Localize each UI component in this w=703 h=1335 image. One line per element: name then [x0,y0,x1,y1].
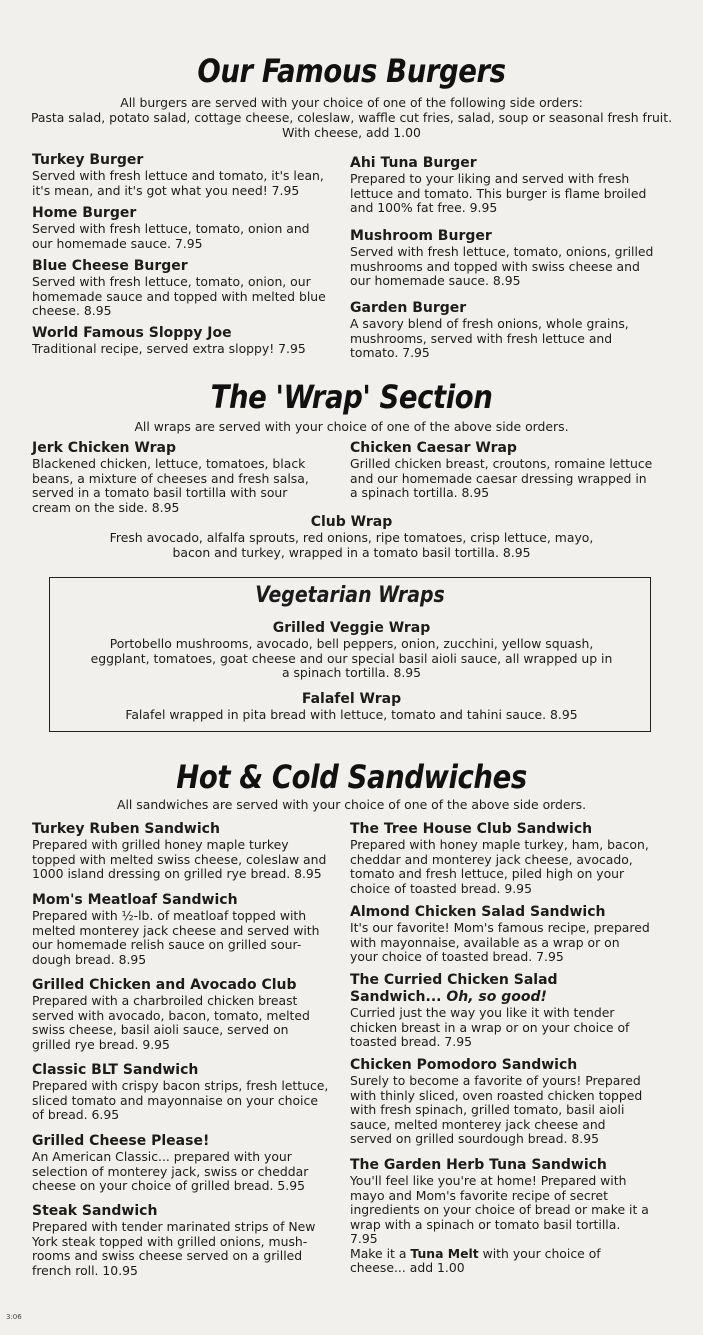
item-desc: Blackened chicken, lettuce, tomatoes, black beans, a mixture of cheeses and fresh salsa, served in a tomato basil tortilla with sour cream on the side. 8.95 [32,456,309,515]
item-desc: Fresh avocado, alfalfa sprouts, red onions, ripe tomatoes, crisp lettuce, mayo, bacon and turkey, wrapped in a tomato basil tortilla. 8.95 [109,530,594,560]
item-name: Grilled Veggie Wrap [272,620,431,636]
item-name: Chicken Pomodoro Sandwich [350,1057,578,1073]
menu-item [32,325,332,357]
item-name: Almond Chicken Salad Sandwich [350,904,606,920]
item-name: Grilled Chicken and Avocado Club [32,977,297,993]
menu-item [350,300,655,361]
item-name: Turkey Ruben Sandwich [32,821,220,837]
menu-item [350,972,650,1050]
item-desc: Grilled chicken breast, croutons, romaine lettuce and our homemade caesar dressing wrapped in a spinach tortilla. 8.95 [350,456,653,500]
item-name: Turkey Burger [32,152,144,168]
item-desc: Served with fresh lettuce and tomato, it's lean, it's mean, and it's got what you need! 7.95 [32,168,324,198]
item-name-tagline: Oh, so good! [446,989,547,1005]
item-name: Jerk Chicken Wrap [32,440,176,456]
item-name-main: The Curried Chicken Salad Sandwich... [350,972,558,1005]
item-name: Mushroom Burger [350,228,492,244]
menu-item [350,821,650,896]
burgers-intro-3: With cheese, add 1.00 [282,125,421,140]
item-desc: You'll feel like you're at home! Prepared with mayo and Mom's favorite recipe of secret ingredients on your choice of bread or make it a wrap with a spinach or tomato basil tortilla. 7.95 [350,1173,649,1246]
item-desc: Prepared with a charbroiled chicken breast served with avocado, bacon, tomato, melted swiss cheese, basil aioli sauce, served on grilled rye bread. 9.95 [32,993,310,1052]
item-desc: An American Classic... prepared with your selection of monterey jack, swiss or cheddar cheese on your choice of grilled bread. 5.95 [32,1149,309,1193]
sandwiches-intro: All sandwiches are served with your choice of one of the above side orders. [116,797,587,812]
item-desc: Prepared with crispy bacon strips, fresh lettuce, sliced tomato and mayonnaise on your choice of bread. 6.95 [32,1078,329,1122]
item-desc: Served with fresh lettuce, tomato, onion, our homemade sauce and topped with melted blue cheese. 8.95 [32,274,326,318]
menu-item [100,514,603,560]
vegetarian-title: Vegetarian Wraps [255,583,445,608]
burgers-title: Our Famous Burgers [197,52,506,90]
item-name: Chicken Caesar Wrap [350,440,517,456]
menu-item [350,1157,650,1276]
menu-item [350,228,655,289]
burgers-intro-1: All burgers are served with your choice of one of the following side orders: [120,95,583,110]
item-desc: Served with fresh lettuce, tomato, onions, grilled mushrooms and topped with swiss cheese and our homemade sauce. 8.95 [350,244,654,288]
wraps-intro: All wraps are served with your choice of one of the above side orders. [134,419,569,434]
item-name: Garden Burger [350,300,467,316]
item-desc: Curried just the way you like it with tender chicken breast in a wrap or on your choice of toasted bread. 7.95 [350,1005,630,1049]
wraps-title: The 'Wrap' Section [210,378,493,416]
menu-item [350,155,655,216]
burgers-intro-2: Pasta salad, potato salad, cottage cheese, coleslaw, waffle cut fries, salad, soup or seasonal fresh fruit. [30,110,673,125]
item-desc: Prepared to your liking and served with fresh lettuce and tomato. This burger is flame broiled and 100% fat free. 9.95 [350,171,647,215]
item-name: Ahi Tuna Burger [350,155,477,171]
tuna-melt-note: Make it a Tuna Melt with your choice of cheese... add 1.00 [350,1245,601,1275]
item-desc: Prepared with ½-lb. of meatloaf topped with melted monterey jack cheese and served with our homemade relish sauce on grilled sour-dough bread. 8.95 [32,908,320,967]
item-name: Blue Cheese Burger [32,258,188,274]
menu-item [350,1057,650,1147]
menu-item [70,691,633,723]
menu-item [32,1062,330,1123]
item-name: Mom's Meatloaf Sandwich [32,892,238,908]
item-desc: Served with fresh lettuce, tomato, onion and our homemade sauce. 7.95 [32,221,310,251]
menu-item [32,977,330,1052]
menu-item [32,1203,330,1278]
item-desc: A savory blend of fresh onions, whole grains, mushrooms, served with fresh lettuce and tomato. 7.95 [350,316,629,360]
item-name: Falafel Wrap [301,691,402,707]
item-name: Classic BLT Sandwich [32,1062,199,1078]
item-desc: It's our favorite! Mom's famous recipe, prepared with mayonnaise, available as a wrap or on your choice of toasted bread. 7.95 [350,920,650,964]
item-desc: Prepared with grilled honey maple turkey topped with melted swiss cheese, coleslaw and 1000 island dressing on grilled rye bread. 8.95 [32,837,327,881]
menu-item [32,258,332,319]
item-name: Steak Sandwich [32,1203,158,1219]
menu-item [350,904,650,965]
menu-item [350,440,655,501]
menu-item [32,821,330,882]
item-desc: Prepared with honey maple turkey, ham, bacon, cheddar and monterey jack cheese, avocado, tomato and fresh lettuce, piled high on your choice of toasted bread. 9.95 [350,837,649,896]
page-number: 3:06 [6,1313,22,1321]
item-desc: Falafel wrapped in pita bread with lettuce, tomato and tahini sauce. 8.95 [125,707,578,722]
menu-item [32,892,330,967]
menu-item [85,620,618,681]
item-name: The Garden Herb Tuna Sandwich [350,1157,607,1173]
item-name: Grilled Cheese Please! [32,1133,210,1149]
item-desc: Surely to become a favorite of yours! Prepared with thinly sliced, oven roasted chicken topped with fresh spinach, grilled tomato, basil aioli sauce, melted monterey jack cheese and served on grilled sourdough bread. 8.95 [350,1073,643,1146]
item-desc: Prepared with tender marinated strips of New York steak topped with grilled onions, mush-rooms and swiss cheese served on a grilled french roll. 10.95 [32,1219,316,1278]
menu-item [32,205,332,251]
menu-item [32,152,332,198]
item-name: The Tree House Club Sandwich [350,821,593,837]
sandwiches-title: Hot & Cold Sandwiches [176,758,527,796]
item-desc: Portobello mushrooms, avocado, bell peppers, onion, zucchini, yellow squash, eggplant, tomatoes, goat cheese and our special basil aioli sauce, all wrapped up in a spinach tortilla. 8.95 [90,636,613,680]
menu-item [32,440,322,515]
item-name: Club Wrap [310,514,393,530]
item-desc: Traditional recipe, served extra sloppy! 7.95 [32,341,306,356]
item-name: World Famous Sloppy Joe [32,325,232,341]
item-name: Home Burger [32,205,137,221]
item-name [350,972,650,1006]
menu-item [32,1133,330,1194]
